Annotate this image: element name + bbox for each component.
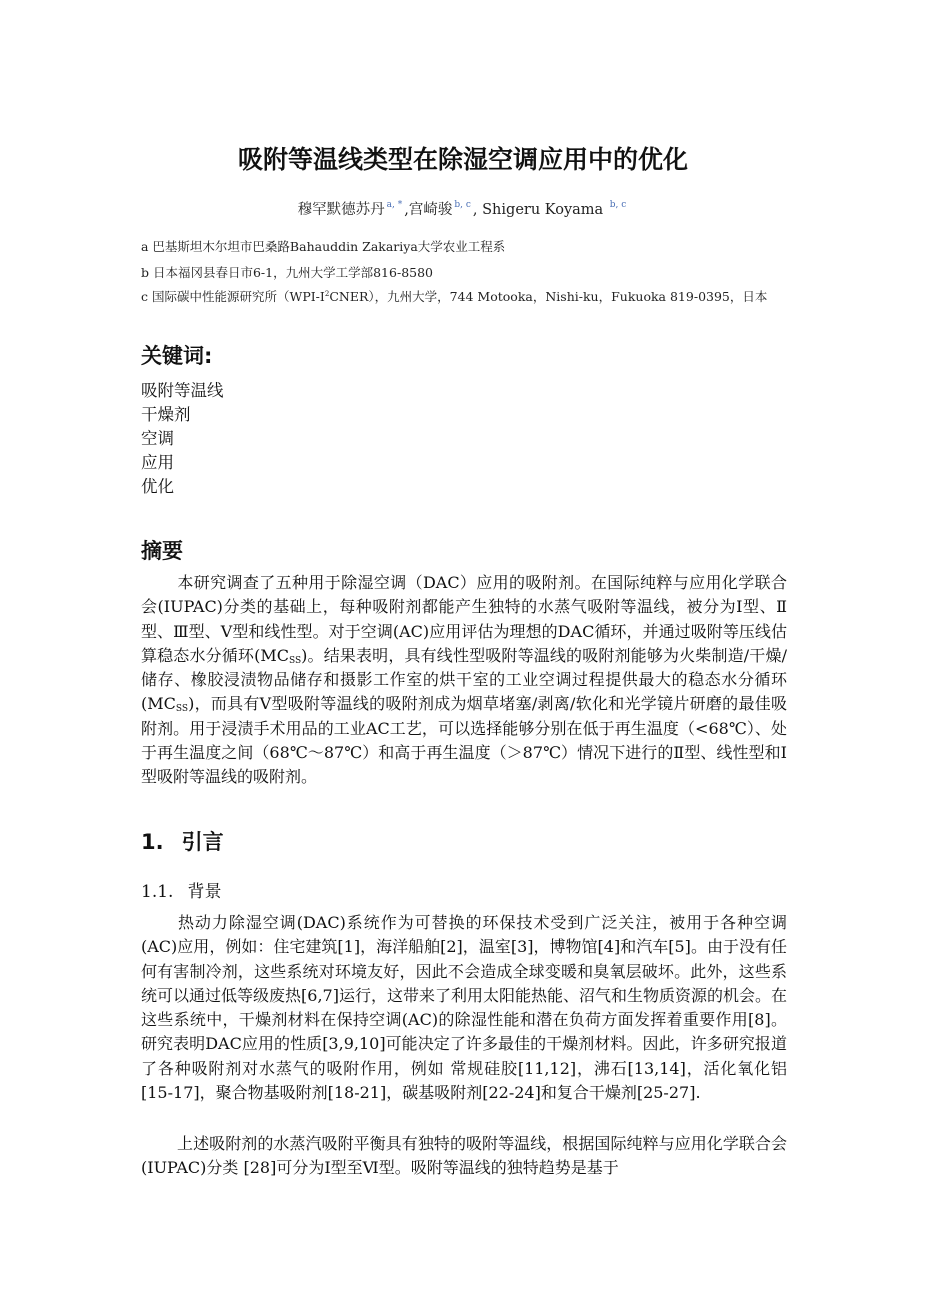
author-line (0, 198, 926, 219)
keywords-list (141, 379, 224, 499)
keyword-item: 空调 (141, 429, 174, 448)
keyword-item: 吸附等温线 (141, 381, 224, 400)
section-number: 1. (141, 830, 164, 854)
author-1: 穆罕默德苏丹 (297, 202, 385, 218)
keywords-heading: 关键词: (141, 344, 213, 368)
paper-title: 吸附等温线类型在除湿空调应用中的优化 (237, 145, 688, 174)
keyword-item: 干燥剂 (141, 405, 191, 424)
affiliation-a: a 巴基斯坦木尔坦市巴桑路Bahauddin Zakariya大学农业工程系 (141, 239, 506, 254)
affiliation-c-superscript: 2 (324, 290, 330, 298)
author-2-affiliation-marker: b, c (454, 200, 471, 210)
affiliation-c-text: c 国际碳中性能源研究所（WPI-I (141, 289, 325, 304)
subscript: SS (288, 655, 302, 666)
affiliation-c (141, 287, 767, 305)
subsection-number: 1.1. (141, 882, 174, 902)
author-separator: , (472, 202, 478, 218)
author-3: Shigeru Koyama (482, 202, 604, 218)
author-1-affiliation-marker: a, * (386, 200, 403, 210)
author-3-affiliation-marker: b, c (609, 200, 627, 210)
section-heading-introduction (141, 826, 224, 856)
body-paragraph-1 (141, 911, 787, 1105)
body-paragraph-2 (141, 1132, 787, 1181)
subsection-heading-background (141, 877, 221, 902)
subscript: SS (175, 704, 189, 715)
keyword-item: 优化 (141, 477, 174, 496)
paragraph-text: 热动力除湿空调(DAC)系统作为可替换的环保技术受到广泛关注，被用于各种空调(AC)应用，例如：住宅建筑[1]，海洋船舶[2]，温室[3]，博物馆[4]和汽车[5]。由于没有任何有害制冷剂，这些系统对环境友好，因此不会造成全球变暖和臭氧层破坏。此外，这些系统可以通过低等级废热[6,7]运行，这带来了利用太阳能热能、沼气和生物质资源的机会。在这些系统中，干燥剂材料在保持空调(AC)的除湿性能和潜在负荷方面发挥着重要作用[8]。研究表明DAC应用的性质[3,9,10]可能决定了许多最佳的干燥剂材料。因此，许多研究报道了各种吸附剂对水蒸气的吸附作用，例如 常规硅胶[11,12]，沸石[13,14]，活化氧化铝[15-17]，聚合物基吸附剂[18-21]，碳基吸附剂[22-24]和复合干燥剂[25-27]. (141, 913, 787, 1103)
abstract-text: 本研究调查了五种用于除湿空调（DAC）应用的吸附剂。在国际纯粹与应用化学联合会(IUPAC)分类的基础上，每种吸附剂都能产生独特的水蒸气吸附等温线，被分为Ⅰ型、Ⅱ型、Ⅲ型、Ⅴ型和线性型。对于空调(AC)应用评估为理想的DAC循环，并通过吸附等压线估算稳态水分循环(MC (141, 573, 787, 665)
paragraph-text: 上述吸附剂的水蒸汽吸附平衡具有独特的吸附等温线，根据国际纯粹与应用化学联合会(IUPAC)分类 [28]可分为Ⅰ型至Ⅵ型。吸附等温线的独特趋势是基于 (141, 1134, 787, 1178)
subsection-title: 背景 (187, 882, 222, 902)
abstract-text: )。结果表明，具有线性型吸附等温线的吸附剂能够为火柴制造/干燥/储存、橡胶浸渍物品储存和摄影工作室的烘干室的工业空调过程提供最大的稳态水分循环(MC (141, 645, 787, 714)
abstract-text: )，而具有Ⅴ型吸附等温线的吸附剂成为烟草堵塞/剥离/软化和光学镜片研磨的最佳吸附剂。用于浸渍手术用品的工业AC工艺，可以选择能够分别在低于再生温度（<68℃）、处于再生温度之间（68℃～87℃）和高于再生温度（＞87℃）情况下进行的Ⅱ型、线性型和Ⅰ型吸附等温线的吸附剂。 (141, 694, 787, 787)
affiliation-c-text-rest: CNER），九州大学，744 Motooka，Nishi-ku，Fukuoka 819-0395，日本 (329, 289, 768, 304)
affiliation-b: b 日本福冈县春日市6-1，九州大学工学部816-8580 (141, 265, 433, 280)
author-2: 宫崎骏 (408, 202, 453, 218)
author-separator: , (404, 202, 409, 218)
abstract-heading: 摘要 (141, 539, 183, 563)
keyword-item: 应用 (141, 453, 174, 472)
section-title: 引言 (181, 830, 224, 854)
abstract-paragraph (141, 571, 787, 790)
